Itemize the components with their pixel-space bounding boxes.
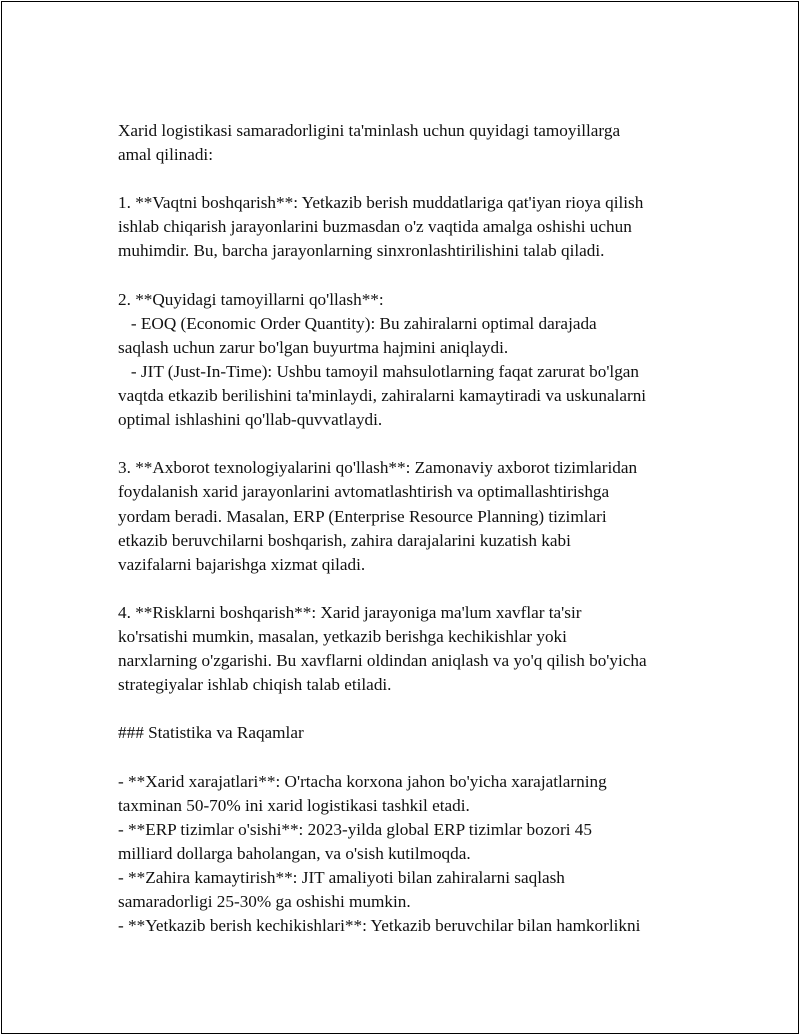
blank-line [118, 577, 698, 601]
stat-purchase-costs-line-2: taxminan 50-70% ini xarid logistikasi tashkil etadi. [118, 795, 470, 815]
item-2-eoq-line-2: saqlash uchun zarur bo'lgan buyurtma hajmini aniqlaydi. [118, 337, 509, 357]
section-heading-statistics: ### Statistika va Raqamlar [118, 723, 304, 743]
stat-purchase-costs-line-1: - **Xarid xarajatlari**: O'rtacha korxona jahon bo'yicha xarajatlarning [118, 771, 607, 791]
item-3-line-5: vazifalarni bajarishga xizmat qiladi. [118, 554, 366, 574]
blank-line [118, 745, 698, 769]
blank-line [118, 167, 698, 191]
item-3-line-1: 3. **Axborot texnologiyalarini qo'llash**: Zamonaviy axborot tizimlaridan [118, 458, 638, 478]
item-3-line-3: yordam beradi. Masalan, ERP (Enterprise Resource Planning) tizimlari [118, 506, 607, 526]
stat-erp-growth-line-1: - **ERP tizimlar o'sishi**: 2023-yilda global ERP tizimlar bozori 45 [118, 819, 592, 839]
intro-line-2: amal qilinadi: [118, 145, 213, 165]
document-body [118, 119, 698, 938]
page-frame [1, 1, 799, 1034]
blank-line [118, 432, 698, 456]
item-2-heading: 2. **Quyidagi tamoyillarni qo'llash**: [118, 289, 384, 309]
item-2-jit-line-2: vaqtda etkazib berilishini ta'minlaydi, zahiralarni kamaytiradi va uskunalarni [118, 386, 647, 406]
item-2-jit-line-1: - JIT (Just-In-Time): Ushbu tamoyil mahsulotlarning faqat zarurat bo'lgan [118, 361, 640, 381]
item-4-line-3: narxlarning o'zgarishi. Bu xavflarni oldindan aniqlash va yo'q qilish bo'yicha [118, 651, 647, 671]
item-4-line-2: ko'rsatishi mumkin, masalan, yetkazib berishga kechikishlar yoki [118, 626, 567, 646]
item-1-line-2: ishlab chiqarish jarayonlarini buzmasdan o'z vaqtida amalga oshishi uchun [118, 217, 632, 237]
item-1-line-3: muhimdir. Bu, barcha jarayonlarning sinxronlashtirilishini talab qiladi. [118, 241, 605, 261]
item-4-line-1: 4. **Risklarni boshqarish**: Xarid jarayoniga ma'lum xavflar ta'sir [118, 602, 582, 622]
stat-erp-growth-line-2: milliard dollarga baholangan, va o'sish kutilmoqda. [118, 843, 471, 863]
blank-line [118, 697, 698, 721]
item-3-line-2: foydalanish xarid jarayonlarini avtomatlashtirish va optimallashtirishga [118, 482, 610, 502]
intro-line-1: Xarid logistikasi samaradorligini ta'minlash uchun quyidagi tamoyillarga [118, 121, 621, 140]
item-3-line-4: etkazib beruvchilarni boshqarish, zahira darajalarini kuzatish kabi [118, 530, 571, 550]
item-1-line-1: 1. **Vaqtni boshqarish**: Yetkazib berish muddatlariga qat'iyan rioya qilish [118, 193, 644, 213]
item-4-line-4: strategiyalar ishlab chiqish talab etiladi. [118, 675, 392, 695]
item-2-jit-line-3: optimal ishlashini qo'llab-quvvatlaydi. [118, 410, 383, 430]
stat-inventory-line-2: samaradorligi 25-30% ga oshishi mumkin. [118, 892, 411, 911]
blank-line [118, 264, 698, 288]
stat-inventory-line-1: - **Zahira kamaytirish**: JIT amaliyoti bilan zahiralarni saqlash [118, 867, 565, 887]
stat-delivery-delays-line-1: - **Yetkazib berish kechikishlari**: Yetkazib beruvchilar bilan hamkorlikni [118, 916, 641, 936]
item-2-eoq-line-1: - EOQ (Economic Order Quantity): Bu zahiralarni optimal darajada [118, 313, 597, 333]
